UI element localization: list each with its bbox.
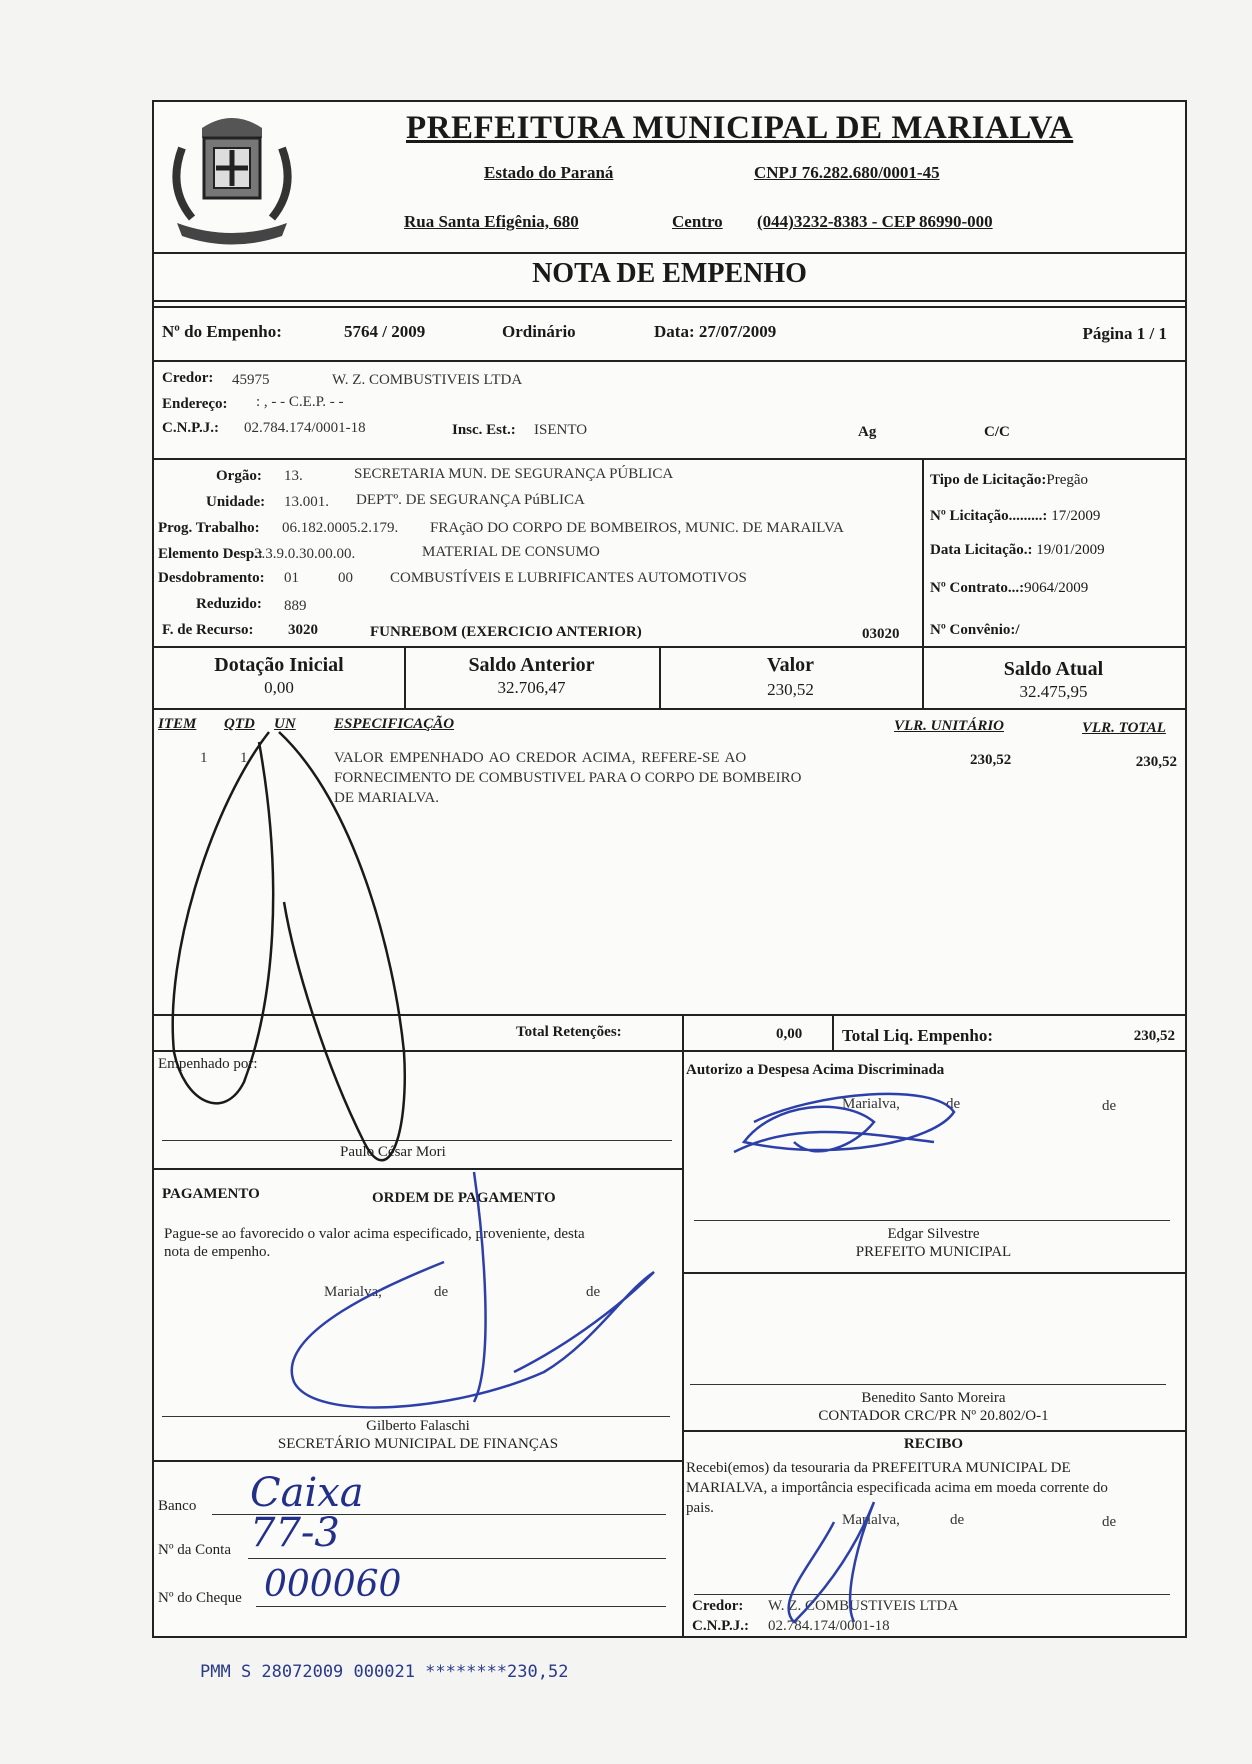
col-especificacao: ESPECIFICAÇÃO [334, 716, 455, 732]
pagamento-local: Marialva, [324, 1284, 382, 1300]
prog-trabalho-codigo: 06.182.0005.2.179. [282, 520, 399, 536]
conta-label: Nº da Conta [158, 1542, 231, 1558]
credor-endereco: : , - - C.E.P. - - [256, 394, 344, 410]
elemento-nome: MATERIAL DE CONSUMO [422, 544, 600, 560]
insc-valor: ISENTO [534, 422, 588, 438]
valor-label: Valor [766, 654, 815, 676]
orgao-label: Orgão: [216, 468, 262, 484]
recurso-nome: FUNREBOM (EXERCICIO ANTERIOR) [370, 624, 642, 640]
saldo-atual-label: Saldo Atual [1003, 658, 1104, 680]
empenho-label: Nº do Empenho: [162, 322, 282, 341]
recurso-codigo: 3020 [288, 622, 318, 638]
autorizo-de-2: de [1102, 1098, 1117, 1114]
recurso-label: F. de Recurso: [162, 622, 254, 638]
recibo-texto-1: Recebi(emos) da tesouraria da PREFEITURA MUNICIPAL DE [686, 1460, 1071, 1476]
desdobramento-nome: COMBUSTÍVEIS E LUBRIFICANTES AUTOMOTIVOS [390, 570, 747, 586]
endereco-rua: Rua Santa Efigênia, 680 [404, 212, 579, 231]
empenho-numero: 5764 / 2009 [344, 322, 426, 341]
recibo-texto-2: MARIALVA, a importância especificada acima em moeda corrente do [686, 1480, 1108, 1496]
orgao-nome: SECRETARIA MUN. DE SEGURANÇA PÚBLICA [354, 466, 674, 482]
col-vlr-total: VLR. TOTAL [1082, 720, 1166, 736]
unidade-codigo: 13.001. [284, 494, 329, 510]
insc-label: Insc. Est.: [452, 422, 516, 438]
endereco-label: Endereço: [162, 396, 228, 412]
unidade-nome: DEPTº. DE SEGURANÇA PúBLICA [356, 492, 585, 508]
contador-cargo: CONTADOR CRC/PR Nº 20.802/O-1 [818, 1408, 1049, 1424]
elemento-codigo: 3.3.9.0.30.00.00. [254, 546, 356, 562]
item-qtd: 1 [240, 750, 248, 766]
recibo-de-1: de [950, 1512, 965, 1528]
recibo-credor-label: Credor: [692, 1598, 744, 1614]
saldo-atual-valor: 32.475,95 [1019, 682, 1088, 701]
ordem-pagamento-label: ORDEM DE PAGAMENTO [372, 1190, 556, 1206]
autorizo-local: Marialva, [842, 1096, 900, 1112]
municipal-coat-of-arms-icon [162, 108, 302, 248]
prefeito-cargo: PREFEITO MUNICIPAL [855, 1244, 1012, 1260]
valor-valor: 230,52 [767, 680, 814, 699]
item-vlr-total: 230,52 [1135, 754, 1177, 770]
prefeitura-title: PREFEITURA MUNICIPAL DE MARIALVA [406, 110, 1074, 146]
endereco-centro: Centro [672, 212, 723, 231]
col-item: ITEM [158, 716, 197, 732]
prefeito-nome: Edgar Silvestre [887, 1226, 980, 1242]
pagamento-texto-2: nota de empenho. [164, 1244, 271, 1260]
stamp-autenticacao: PMM S 28072009 000021 ********230,52 [200, 1662, 569, 1682]
prog-trabalho-nome: FRAçãO DO CORPO DE BOMBEIROS, MUNIC. DE MARAILVA [430, 520, 844, 536]
saldo-anterior-valor: 32.706,47 [497, 678, 566, 697]
empenho-data: Data: 27/07/2009 [654, 322, 777, 341]
saldo-anterior-label: Saldo Anterior [468, 654, 595, 676]
pagamento-label: PAGAMENTO [162, 1186, 260, 1202]
secretario-nome: Gilberto Falaschi [366, 1418, 470, 1434]
data-licitacao: Data Licitação.: 19/01/2009 [930, 542, 1105, 558]
credor-codigo: 45975 [232, 372, 270, 388]
total-retencoes-valor: 0,00 [776, 1026, 803, 1042]
secretario-cargo: SECRETÁRIO MUNICIPAL DE FINANÇAS [277, 1436, 559, 1452]
recibo-label: RECIBO [903, 1436, 964, 1452]
pagamento-de-2: de [586, 1284, 601, 1300]
empenho-tipo: Ordinário [502, 322, 576, 341]
banco-label: Banco [158, 1498, 197, 1514]
numero-licitacao: Nº Licitação.........: 17/2009 [930, 508, 1101, 524]
empenhado-por-label: Empenhado por: [158, 1056, 258, 1072]
item-numero: 1 [200, 750, 208, 766]
desdobramento-label: Desdobramento: [158, 570, 265, 586]
cheque-valor-manuscrito: 000060 [264, 1564, 402, 1605]
pagamento-texto-1: Pague-se ao favorecido o valor acima especificado, proveniente, desta [164, 1226, 585, 1242]
dotacao-inicial-valor: 0,00 [264, 678, 294, 697]
page-title: NOTA DE EMPENHO [532, 258, 807, 289]
total-liquido-label: Total Liq. Empenho: [842, 1026, 993, 1045]
cnpj-prefeitura: CNPJ 76.282.680/0001-45 [754, 163, 940, 182]
recibo-cnpj-label: C.N.P.J.: [692, 1618, 749, 1634]
nota-de-empenho-document [152, 100, 1187, 1638]
autorizo-label: Autorizo a Despesa Acima Discriminada [686, 1062, 945, 1078]
col-vlr-unitario: VLR. UNITÁRIO [894, 718, 1005, 734]
total-liquido-valor: 230,52 [1133, 1028, 1175, 1044]
autorizo-de-1: de [946, 1096, 961, 1112]
reduzido-valor: 889 [284, 598, 307, 614]
numero-contrato: Nº Contrato...:9064/2009 [930, 580, 1089, 596]
cheque-label: Nº do Cheque [158, 1590, 242, 1606]
fone-cep: (044)3232-8383 - CEP 86990-000 [757, 212, 993, 231]
item-desc-linha-1: VALOR EMPENHADO AO CREDOR ACIMA, REFERE-SE AO [334, 750, 747, 766]
conta-corrente-label: C/C [984, 424, 1010, 440]
recibo-texto-3: pais. [686, 1500, 714, 1516]
item-desc-linha-2: FORNECIMENTO DE COMBUSTIVEL PARA O CORPO DE BOMBEIRO [334, 770, 802, 786]
dotacao-inicial-label: Dotação Inicial [214, 654, 344, 676]
estado-label: Estado do Paraná [484, 163, 614, 182]
cnpj-credor: 02.784.174/0001-18 [244, 420, 366, 436]
tipo-licitacao: Tipo de Licitação:Pregão [930, 472, 1089, 488]
recibo-cnpj: 02.784.174/0001-18 [768, 1618, 890, 1634]
numero-convenio: Nº Convênio:/ [930, 622, 1020, 638]
conta-valor-manuscrito: 77-3 [250, 1510, 340, 1556]
contador-nome: Benedito Santo Moreira [861, 1390, 1006, 1406]
recibo-local: Marialva, [842, 1512, 900, 1528]
col-qtd: QTD [224, 716, 255, 732]
agencia-label: Ag [858, 424, 877, 440]
credor-label: Credor: [162, 370, 214, 386]
prog-trabalho-label: Prog. Trabalho: [158, 520, 260, 536]
recibo-credor-nome: W. Z. COMBUSTIVEIS LTDA [768, 1598, 959, 1614]
pagina-label: Página 1 / 1 [1082, 324, 1167, 343]
col-un: UN [274, 716, 296, 732]
recurso-numero: 03020 [862, 626, 900, 642]
recibo-de-2: de [1102, 1514, 1117, 1530]
cnpj-credor-label: C.N.P.J.: [162, 420, 219, 436]
pagamento-de-1: de [434, 1284, 449, 1300]
reduzido-label: Reduzido: [196, 596, 262, 612]
elemento-label: Elemento Desp.: [158, 546, 263, 562]
banco-valor-manuscrito: Caixa [250, 1470, 364, 1516]
desdobramento-codigo-2: 00 [338, 570, 353, 586]
credor-nome: W. Z. COMBUSTIVEIS LTDA [332, 372, 523, 388]
orgao-codigo: 13. [284, 468, 303, 484]
item-desc-linha-3: DE MARIALVA. [334, 790, 440, 806]
item-vlr-unitario: 230,52 [970, 752, 1012, 768]
total-retencoes-label: Total Retenções: [516, 1024, 622, 1040]
empenhado-por-nome: Paulo César Mori [340, 1144, 446, 1160]
unidade-label: Unidade: [206, 494, 266, 510]
desdobramento-codigo-1: 01 [284, 570, 299, 586]
